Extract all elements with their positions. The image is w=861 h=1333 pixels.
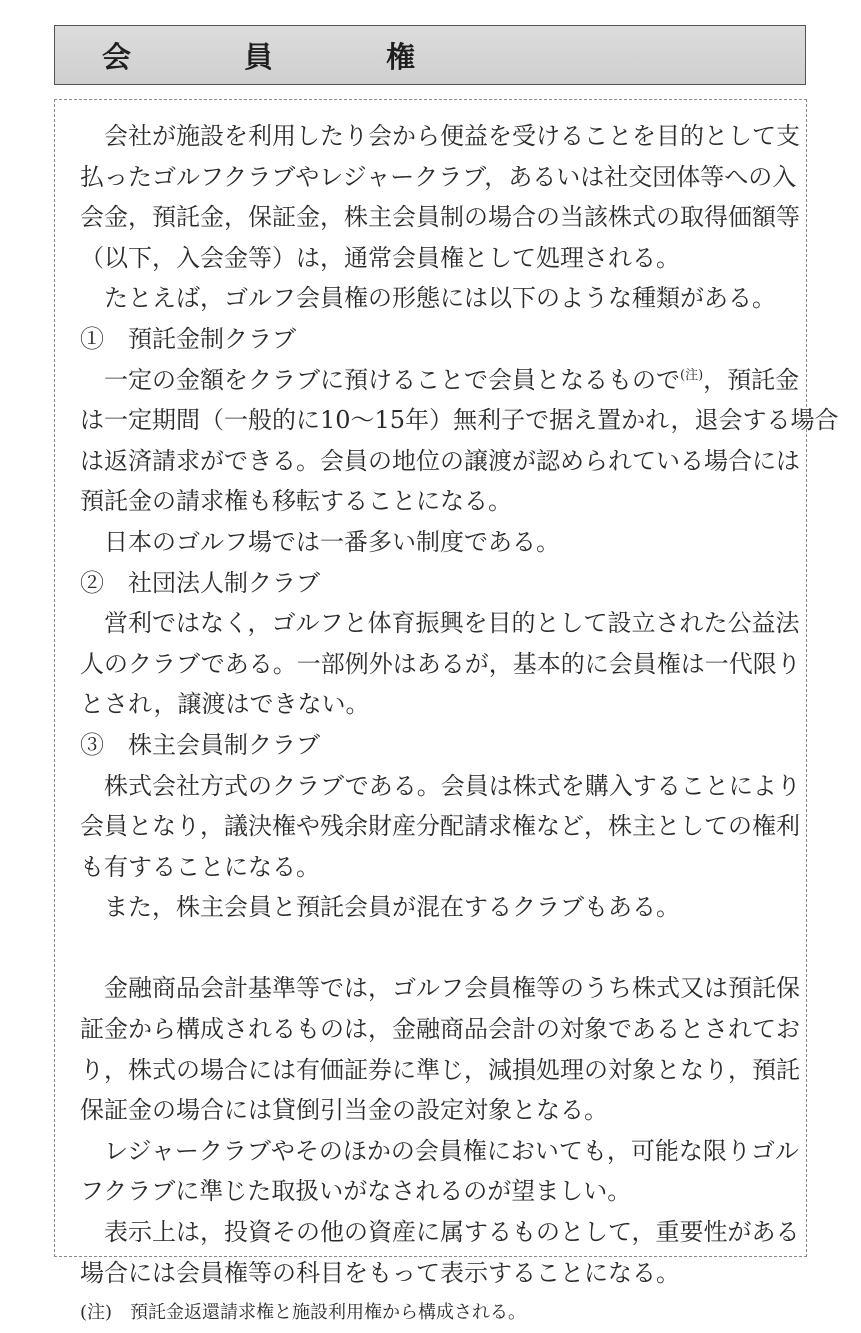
text-line-content: 営利ではなく，ゴルフと体育振興を目的として設立された公益法 [104, 609, 800, 638]
text-line [80, 1131, 799, 1172]
footnote-marker: (注) [680, 367, 704, 383]
text-line [80, 1050, 800, 1091]
text-line [80, 197, 800, 238]
body-text [80, 116, 839, 1333]
text-line [80, 766, 801, 807]
text-line-content: 会金，預託金，保証金，株主会員制の場合の当該株式の取得価額等 [80, 203, 800, 232]
text-line-content: 会員となり，議決権や残余財産分配請求権など，株主としての権利 [80, 812, 800, 841]
text-line-content: は一定期間（一般的に10～15年）無利子で据え置かれ，退会する場合 [80, 406, 839, 435]
text-line [80, 603, 800, 644]
text-line-content: たとえば，ゴルフ会員権の形態には以下のような種類がある。 [104, 284, 776, 313]
text-line-content: 金融商品会計基準等では，ゴルフ会員権等のうち株式又は預託保 [104, 974, 800, 1003]
text-line [80, 847, 788, 888]
text-line [80, 1171, 788, 1212]
text-line [80, 400, 839, 441]
text-line [80, 441, 800, 482]
text-line [80, 968, 800, 1009]
text-line-content: 日本のゴルフ場では一番多い制度である。 [104, 527, 560, 556]
text-line [80, 1253, 788, 1294]
text-line [80, 1090, 788, 1131]
text-line-content: レジャークラブやそのほかの会員権においても，可能な限りゴル [104, 1136, 799, 1165]
text-line [80, 481, 788, 522]
text-line-content: （以下，入会金等）は，通常会員権として処理される。 [80, 243, 680, 272]
text-line [80, 1212, 800, 1253]
footnote: (注) 預託金返還請求権と施設利用権から構成される。 [80, 1302, 527, 1324]
text-line-content: 人のクラブである。一部例外はあるが，基本的に会員権は一代限り [80, 649, 801, 678]
text-line [80, 887, 788, 928]
text-line [80, 238, 788, 279]
text-line [80, 684, 788, 725]
text-line-content: 株式会社方式のクラブである。会員は株式を購入することにより [104, 771, 801, 800]
text-line-content: ① 預託金制クラブ [80, 324, 296, 353]
text-line [80, 116, 800, 157]
text-line-content: 保証金の場合には貸倒引当金の設定対象となる。 [80, 1096, 608, 1125]
text-line [80, 360, 800, 401]
text-line-content: 一定の金額をクラブに預けることで会員となるもので [104, 365, 680, 394]
text-line-content: 表示上は，投資その他の資産に属するものとして，重要性がある [104, 1218, 800, 1247]
text-line [80, 157, 797, 198]
text-line-content: ③ 株主会員制クラブ [80, 730, 320, 759]
text-line-content: フクラブに準じた取扱いがなされるのが望ましい。 [80, 1177, 632, 1206]
text-line [80, 1009, 800, 1050]
text-line-content: り，株式の場合には有価証券に準じ，減損処理の対象となり，預託 [80, 1055, 800, 1084]
text-line-content: も有することになる。 [80, 852, 320, 881]
text-line [80, 319, 788, 360]
text-line-content: は返済請求ができる。会員の地位の譲渡が認められている場合には [80, 446, 800, 475]
text-line [80, 806, 800, 847]
text-line-continuation: ，預託金 [703, 365, 800, 394]
text-line-content: 証金から構成されるものは，金融商品会計の対象であるとされてお [80, 1015, 800, 1044]
text-line-content: 預託金の請求権も移転することになる。 [80, 487, 512, 516]
text-line-content: ② 社団法人制クラブ [80, 568, 320, 597]
page-title: 会 員 権 [102, 39, 458, 74]
text-line [80, 563, 788, 604]
text-line-content: 場合には会員権等の科目をもって表示することになる。 [80, 1258, 680, 1287]
text-line [80, 644, 801, 685]
text-line [80, 725, 788, 766]
text-line-content: 払ったゴルフクラブやレジャークラブ，あるいは社交団体等への入 [80, 162, 797, 191]
text-line [80, 522, 788, 563]
text-line [80, 278, 788, 319]
text-line-content: 会社が施設を利用したり会から便益を受けることを目的として支 [104, 122, 800, 150]
text-line-content: とされ，譲渡はできない。 [80, 690, 370, 719]
blank-line [80, 928, 788, 969]
text-line-content: また，株主会員と預託会員が混在するクラブもある。 [104, 893, 680, 922]
title-bar [54, 25, 806, 85]
